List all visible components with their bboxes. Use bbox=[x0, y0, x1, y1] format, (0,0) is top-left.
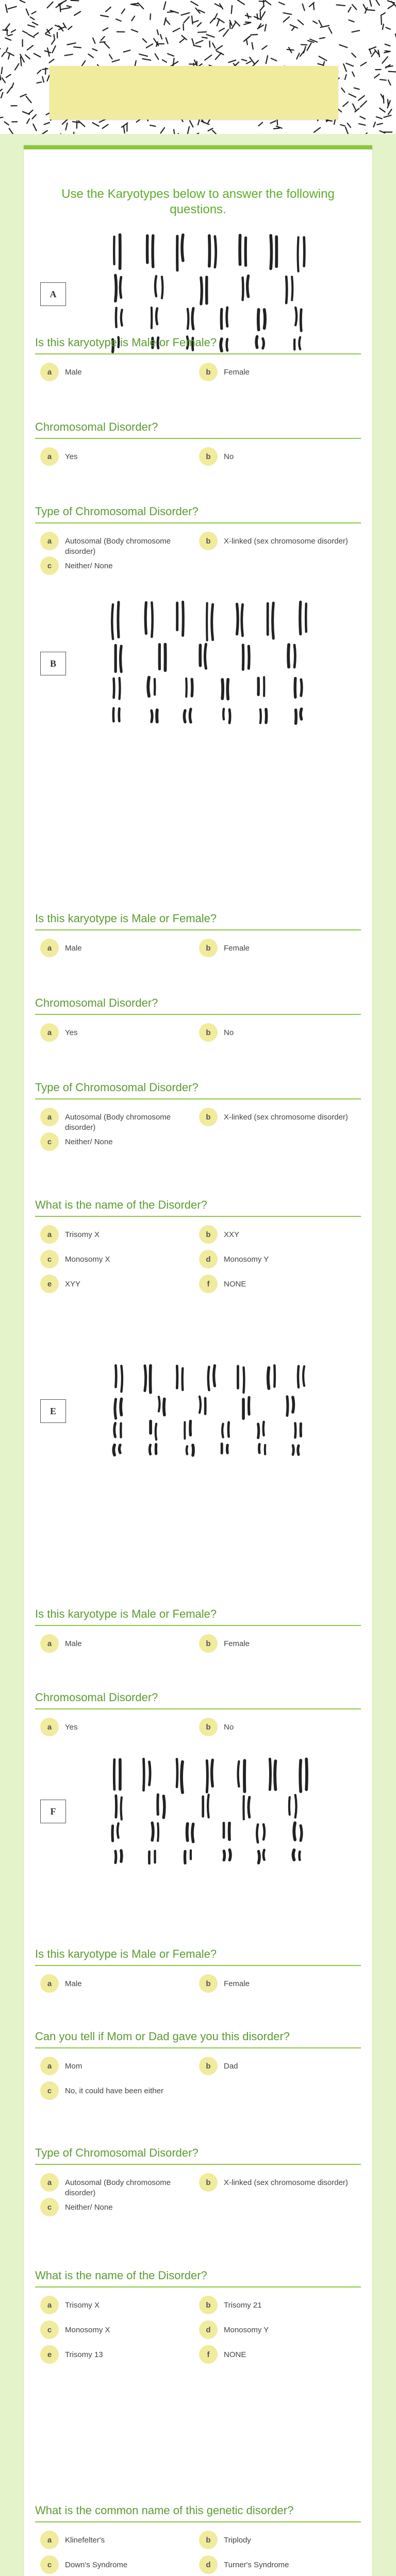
chromosome bbox=[268, 1368, 269, 1388]
karyotype-label: E bbox=[40, 1399, 66, 1423]
option-letter: b bbox=[199, 2173, 218, 2192]
option-letter: c bbox=[40, 2320, 59, 2339]
question-text: Type of Chromosomal Disorder? bbox=[35, 2146, 361, 2165]
chromosome bbox=[212, 1760, 213, 1786]
option-letter: c bbox=[40, 1132, 59, 1151]
option-label: X-linked (sex chromosome disorder) bbox=[224, 537, 348, 546]
option-letter: b bbox=[199, 1023, 218, 1042]
option-label: Trisomy 21 bbox=[224, 2301, 262, 2310]
answer-option[interactable] bbox=[40, 2345, 190, 2364]
option-label: Down's Syndrome bbox=[65, 2561, 128, 2569]
chromosome bbox=[222, 1424, 223, 1437]
option-label: No bbox=[224, 1028, 234, 1037]
chromosome bbox=[273, 603, 274, 638]
karyotype-image bbox=[97, 594, 344, 733]
chromosome bbox=[300, 1760, 301, 1792]
option-label: Neither/ None bbox=[65, 1138, 113, 1146]
option-letter: a bbox=[40, 2173, 59, 2192]
chromosome bbox=[192, 308, 193, 329]
option-letter: b bbox=[199, 1718, 218, 1736]
chromosome bbox=[263, 1850, 265, 1860]
option-label: No bbox=[224, 452, 234, 461]
chromosome bbox=[121, 1851, 122, 1861]
option-letter: d bbox=[199, 1250, 218, 1268]
option-label: No bbox=[224, 1723, 234, 1732]
chromosome bbox=[114, 1423, 116, 1436]
option-letter: c bbox=[40, 2555, 59, 2574]
chromosome bbox=[295, 1795, 296, 1818]
option-label: Trisomy X bbox=[65, 1230, 100, 1239]
chromosome bbox=[156, 308, 157, 324]
answer-option[interactable] bbox=[40, 556, 190, 575]
option-label: Autosomal (Body chromosome disorder) bbox=[65, 2178, 171, 2197]
option-label: Monosomy X bbox=[65, 2326, 110, 2334]
chromosome bbox=[260, 709, 261, 723]
option-letter: a bbox=[40, 1718, 59, 1736]
chromosome bbox=[303, 1366, 304, 1386]
answer-option[interactable] bbox=[40, 447, 190, 466]
answer-option[interactable] bbox=[40, 1023, 190, 1042]
chromosome bbox=[121, 310, 122, 326]
chromosome bbox=[215, 236, 216, 267]
answer-option[interactable] bbox=[199, 1718, 349, 1736]
chromosome bbox=[192, 1824, 193, 1841]
chromosome bbox=[119, 708, 120, 721]
option-letter: c bbox=[40, 1250, 59, 1268]
chromosome bbox=[249, 1797, 250, 1817]
chromosome bbox=[186, 679, 187, 697]
chromosome bbox=[238, 1761, 239, 1787]
option-letter: f bbox=[199, 1275, 218, 1293]
chromosome bbox=[298, 238, 299, 272]
chromosome bbox=[200, 1397, 201, 1413]
option-letter: b bbox=[199, 2296, 218, 2314]
instructions: Use the Karyotypes below to answer the following questions. bbox=[61, 187, 335, 216]
question-text: Type of Chromosomal Disorder? bbox=[35, 1081, 361, 1099]
option-letter: a bbox=[40, 532, 59, 550]
answer-option[interactable] bbox=[199, 1634, 349, 1653]
chromosome bbox=[121, 1366, 122, 1392]
answer-option[interactable] bbox=[40, 1225, 190, 1244]
option-label: Turner's Syndrome bbox=[224, 2561, 289, 2569]
chromosome bbox=[286, 277, 287, 303]
chromosome bbox=[294, 645, 295, 667]
question-text: What is the name of the Disorder? bbox=[35, 1198, 361, 1217]
title-banner bbox=[50, 66, 338, 120]
chromosome bbox=[145, 602, 146, 633]
option-label: XYY bbox=[65, 1280, 81, 1289]
option-label: Mom bbox=[65, 2062, 82, 2071]
question-text: Chromosomal Disorder? bbox=[35, 996, 361, 1015]
chromosome bbox=[214, 1366, 215, 1386]
option-letter: a bbox=[40, 1108, 59, 1126]
option-label: No, it could have been either bbox=[65, 2087, 163, 2095]
chromosome bbox=[229, 1850, 230, 1860]
answer-option[interactable] bbox=[40, 2531, 190, 2549]
worksheet bbox=[24, 145, 372, 2576]
answer-option[interactable] bbox=[40, 1108, 190, 1133]
chromosome bbox=[222, 680, 223, 699]
chromosome bbox=[184, 710, 185, 722]
chromosome bbox=[300, 602, 301, 634]
chromosome bbox=[263, 1824, 265, 1839]
option-label: NONE bbox=[224, 1280, 246, 1289]
chromosome bbox=[118, 602, 119, 637]
option-letter: b bbox=[199, 939, 218, 957]
chromosome bbox=[223, 709, 224, 719]
chromosome bbox=[289, 1797, 290, 1815]
option-letter: b bbox=[199, 532, 218, 550]
answer-option[interactable] bbox=[199, 1023, 349, 1042]
chromosome bbox=[149, 1762, 150, 1785]
chromosome bbox=[258, 1851, 259, 1863]
chromosome bbox=[116, 275, 117, 301]
chromosome bbox=[298, 1366, 299, 1387]
answer-option[interactable] bbox=[199, 2555, 349, 2574]
option-letter: c bbox=[40, 2081, 59, 2100]
answer-option[interactable] bbox=[40, 2057, 190, 2075]
chromosome bbox=[143, 1759, 144, 1790]
answer-option[interactable] bbox=[199, 1974, 349, 1993]
karyotype-image bbox=[97, 1752, 344, 1870]
karyotype-label: A bbox=[40, 282, 66, 306]
question-text: Chromosomal Disorder? bbox=[35, 420, 361, 439]
option-label: Yes bbox=[65, 1723, 78, 1732]
option-label: Female bbox=[224, 1979, 250, 1988]
chromosome bbox=[263, 1422, 264, 1435]
option-letter: a bbox=[40, 447, 59, 466]
chromosome bbox=[209, 235, 210, 266]
answer-option[interactable] bbox=[40, 2198, 190, 2216]
chromosome bbox=[237, 604, 238, 634]
chromosome bbox=[221, 309, 222, 329]
chromosome bbox=[112, 1826, 113, 1841]
chromosome bbox=[288, 645, 289, 667]
chromosome bbox=[112, 604, 113, 639]
question-text: Type of Chromosomal Disorder? bbox=[35, 505, 361, 523]
chromosome bbox=[242, 604, 243, 636]
chromosome bbox=[301, 1826, 302, 1841]
chromosome bbox=[183, 602, 184, 635]
option-letter: b bbox=[199, 1634, 218, 1653]
answer-option[interactable] bbox=[199, 2531, 349, 2549]
chromosome bbox=[248, 276, 249, 297]
answer-option[interactable] bbox=[40, 1275, 190, 1293]
answer-option[interactable] bbox=[40, 2173, 190, 2198]
option-label: NONE bbox=[224, 2350, 246, 2359]
answer-option[interactable] bbox=[199, 363, 349, 381]
option-label: X-linked (sex chromosome disorder) bbox=[224, 2178, 348, 2187]
karyotype-image bbox=[97, 1359, 344, 1462]
chromosome bbox=[115, 1399, 116, 1418]
option-letter: e bbox=[40, 1275, 59, 1293]
question-text: Is this karyotype is Male or Female? bbox=[35, 336, 361, 354]
chromosome bbox=[152, 1823, 153, 1840]
answer-option[interactable] bbox=[40, 532, 190, 557]
option-label: Male bbox=[65, 944, 82, 953]
option-label: Male bbox=[65, 1979, 82, 1988]
chromosome bbox=[182, 1762, 183, 1793]
option-letter: a bbox=[40, 1974, 59, 1993]
chromosome bbox=[212, 604, 213, 640]
chromosome bbox=[301, 709, 302, 719]
chromosome bbox=[287, 1397, 288, 1416]
chromosome bbox=[113, 708, 114, 722]
chromosome bbox=[121, 646, 122, 672]
option-letter: d bbox=[199, 2555, 218, 2574]
option-label: Triplody bbox=[224, 2536, 251, 2545]
question-text: Can you tell if Mom or Dad gave you this disorder? bbox=[35, 2030, 361, 2048]
chromosome bbox=[116, 1795, 117, 1817]
chromosome bbox=[208, 1795, 209, 1818]
option-letter: b bbox=[199, 1974, 218, 1993]
option-letter: c bbox=[40, 556, 59, 575]
option-letter: b bbox=[199, 1108, 218, 1126]
option-letter: d bbox=[199, 2320, 218, 2339]
option-label: Autosomal (Body chromosome disorder) bbox=[65, 1113, 171, 1132]
chromosome bbox=[304, 238, 305, 266]
chromosome bbox=[208, 1367, 209, 1390]
option-letter: a bbox=[40, 2057, 59, 2075]
answer-option[interactable] bbox=[199, 2057, 349, 2075]
answer-option[interactable] bbox=[40, 1132, 190, 1151]
option-label: Monosomy Y bbox=[224, 1255, 269, 1264]
option-letter: a bbox=[40, 363, 59, 381]
option-label: Klinefelter's bbox=[65, 2536, 105, 2545]
chromosome bbox=[293, 1850, 294, 1860]
question-text: Is this karyotype is Male or Female? bbox=[35, 1607, 361, 1626]
chromosome bbox=[294, 1823, 295, 1840]
chromosome bbox=[299, 1852, 300, 1860]
option-label: Male bbox=[65, 1639, 82, 1648]
answer-option[interactable] bbox=[199, 1275, 349, 1293]
chromosome bbox=[120, 277, 121, 298]
chromosome bbox=[201, 278, 202, 304]
answer-option[interactable] bbox=[199, 1225, 349, 1244]
option-label: XXY bbox=[224, 1230, 240, 1239]
option-letter: b bbox=[199, 447, 218, 466]
chromosome bbox=[229, 709, 230, 723]
answer-option[interactable] bbox=[40, 1250, 190, 1268]
chromosome bbox=[119, 1445, 120, 1453]
option-label: Neither/ None bbox=[65, 562, 113, 570]
question-text: Chromosomal Disorder? bbox=[35, 1691, 361, 1709]
question-text: Is this karyotype is Male or Female? bbox=[35, 912, 361, 930]
option-letter: b bbox=[199, 1225, 218, 1244]
option-label: Male bbox=[65, 368, 82, 377]
answer-option[interactable] bbox=[40, 2555, 190, 2574]
option-letter: a bbox=[40, 1023, 59, 1042]
chromosome bbox=[163, 1796, 164, 1818]
option-label: Yes bbox=[65, 452, 78, 461]
answer-option[interactable] bbox=[40, 363, 190, 381]
option-label: Trisomy X bbox=[65, 2301, 100, 2310]
chromosome bbox=[162, 277, 163, 298]
chromosome bbox=[298, 1446, 299, 1454]
chromosome bbox=[295, 308, 296, 325]
answer-option[interactable] bbox=[199, 1250, 349, 1268]
option-label: Trisomy 13 bbox=[65, 2350, 103, 2359]
answer-option[interactable] bbox=[199, 532, 349, 550]
chromosome bbox=[187, 1824, 188, 1840]
option-label: Autosomal (Body chromosome disorder) bbox=[65, 537, 171, 556]
chromosome bbox=[227, 1445, 228, 1453]
answer-option[interactable] bbox=[40, 1718, 190, 1736]
chromosome bbox=[257, 1824, 258, 1842]
answer-option[interactable] bbox=[199, 2173, 349, 2192]
chromosome bbox=[266, 709, 267, 723]
option-letter: a bbox=[40, 1634, 59, 1653]
option-letter: a bbox=[40, 1225, 59, 1244]
chromosome bbox=[121, 1798, 122, 1820]
option-letter: a bbox=[40, 2296, 59, 2314]
chromosome bbox=[301, 680, 302, 696]
answer-option[interactable] bbox=[199, 2345, 349, 2364]
question-text: What is the name of the Disorder? bbox=[35, 2269, 361, 2287]
option-letter: f bbox=[199, 2345, 218, 2364]
answer-option[interactable] bbox=[40, 2081, 190, 2100]
chromosome bbox=[205, 644, 206, 668]
option-label: Female bbox=[224, 1639, 250, 1648]
option-letter: c bbox=[40, 2198, 59, 2216]
answer-option[interactable] bbox=[199, 447, 349, 466]
chromosome bbox=[258, 310, 259, 330]
option-label: Monosomy Y bbox=[224, 2326, 269, 2334]
chromosome bbox=[274, 1365, 275, 1386]
option-letter: e bbox=[40, 2345, 59, 2364]
chromosome bbox=[306, 1759, 307, 1789]
karyotype-label: B bbox=[40, 652, 66, 675]
chromosome bbox=[227, 680, 228, 699]
option-letter: a bbox=[40, 939, 59, 957]
chromosome bbox=[116, 308, 117, 327]
chromosome bbox=[145, 1366, 146, 1391]
chromosome bbox=[159, 1397, 160, 1411]
answer-option[interactable] bbox=[199, 2296, 349, 2314]
option-label: Monosomy X bbox=[65, 1255, 110, 1264]
chromosome bbox=[190, 709, 191, 722]
question-text: Is this karyotype is Male or Female? bbox=[35, 1947, 361, 1966]
chromosome bbox=[113, 1445, 114, 1455]
karyotype-label: F bbox=[40, 1800, 66, 1823]
option-label: X-linked (sex chromosome disorder) bbox=[224, 1113, 348, 1122]
answer-option[interactable] bbox=[199, 2320, 349, 2339]
answer-option[interactable] bbox=[199, 1108, 349, 1126]
answer-option[interactable] bbox=[199, 939, 349, 957]
answer-option[interactable] bbox=[40, 939, 190, 957]
chromosome bbox=[148, 677, 149, 696]
chromosome bbox=[228, 1422, 229, 1437]
chromosome bbox=[182, 235, 183, 261]
option-label: Dad bbox=[224, 2062, 238, 2071]
answer-option[interactable] bbox=[40, 1974, 190, 1993]
answer-option[interactable] bbox=[40, 2320, 190, 2339]
option-letter: a bbox=[40, 2531, 59, 2549]
option-label: Female bbox=[224, 944, 250, 953]
chromosome bbox=[155, 276, 156, 296]
answer-option[interactable] bbox=[40, 2296, 190, 2314]
option-label: Female bbox=[224, 368, 250, 377]
option-letter: b bbox=[199, 2057, 218, 2075]
chromosome bbox=[118, 1823, 119, 1838]
answer-option[interactable] bbox=[40, 1634, 190, 1653]
option-letter: b bbox=[199, 363, 218, 381]
question-text: What is the common name of this genetic disorder? bbox=[35, 2504, 361, 2522]
option-label: Yes bbox=[65, 1028, 78, 1037]
option-letter: b bbox=[199, 2531, 218, 2549]
chromosome bbox=[243, 1367, 244, 1393]
chromosome bbox=[249, 1397, 250, 1414]
chromosome bbox=[258, 1424, 259, 1438]
option-label: Neither/ None bbox=[65, 2203, 113, 2212]
chromosome bbox=[293, 1397, 294, 1412]
